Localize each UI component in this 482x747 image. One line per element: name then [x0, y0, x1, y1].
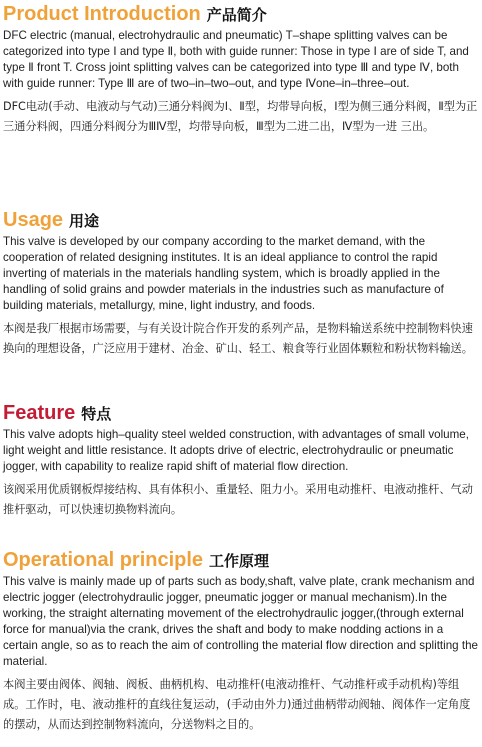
english-paragraph: This valve adopts high–quality steel welded construction, with advantages of small volume, light weight and little resistance. It adopts drive of electric, electrohydraulic or pneumatic jogger, with capability to realize rapid shift of material flow direction. — [3, 428, 469, 473]
chinese-paragraph: DFC电动(手动、电液动与气动)三通分料阀为Ⅰ、Ⅱ型，均带导向板，Ⅰ型为侧三通分料阀，Ⅱ型为正三通分料阀，四通分料阀分为ⅢⅣ型，均带导向板，Ⅲ型为二进二出，Ⅳ型为一进 三出。 — [3, 100, 478, 133]
heading-chinese: 用途 — [69, 212, 100, 230]
english-paragraph: This valve is developed by our company according to the market demand, with the cooperation of related designing institutes. It is an ideal appliance to control the rapid inverting of materials in the materials handling system, which is broadly applied in the handling of solid grains and powder materials in the industries such as manufacture of building materials, metallurgy, mine, light industry, and foods. — [3, 235, 444, 312]
chinese-paragraph: 该阀采用优质钢板焊接结构、具有体积小、重量轻、阻力小。采用电动推杆、电液动推杆、气动推杆驱动，可以快速切换物料流向。 — [3, 483, 473, 516]
english-paragraph: This valve is mainly made up of parts such as body,shaft, valve plate, crank mechanism and electric jogger (electrohydraulic jogger, pneumatic jogger or manual mechanism).In the working, the straight alternating movement of the electrohydraulic jogger,(through external force for manual)via the crank, drives the shaft and body to make nodding actions in a certain angle, so as to reach the aim of controlling the material flow direction and splitting the material. — [3, 575, 478, 668]
heading-chinese: 产品简介 — [206, 6, 267, 24]
section-feature — [3, 401, 479, 520]
section-product-introduction — [3, 2, 479, 137]
section-heading — [3, 208, 479, 232]
heading-chinese: 特点 — [81, 405, 112, 423]
chinese-paragraph: 本阀是我厂根据市场需要，与有关设计院合作开发的系列产品，是物料输送系统中控制物料快速换向的理想设备，广泛应用于建材、冶金、矿山、轻工、粮食等行业固体颗粒和粉状物料输送。 — [3, 322, 473, 355]
chinese-paragraph: 本阀主要由阀体、阀轴、阀板、曲柄机构、电动推杆(电液动推杆、气动推杆或手动机构)等组成。工作时，电、液动推杆的直线往复运动，(手动由外力)通过曲柄带动阀轴、阀体作一定角度的摆动，从而达到控制物料流向，分送物料之目的。 — [3, 678, 471, 731]
heading-chinese: 工作原理 — [209, 552, 270, 570]
english-paragraph: DFC electric (manual, electrohydraulic and pneumatic) T–shape splitting valves can be categorized into type Ⅰ and type Ⅱ, both with guide runner: Those in type Ⅰ are of side T, and type Ⅱ front T. Cross joint splitting valves can be categorized into type Ⅲ and type Ⅳ, both with guide runner: Type Ⅲ are of two–in–two–out, and type Ⅳone–in–three–out. — [3, 29, 469, 90]
section-heading — [3, 2, 479, 26]
heading-english: Feature — [3, 402, 76, 424]
section-usage — [3, 208, 479, 359]
heading-english: Operational principle — [3, 549, 204, 571]
section-heading — [3, 548, 479, 572]
section-heading — [3, 401, 479, 425]
heading-english: Product Introduction — [3, 3, 201, 25]
heading-english: Usage — [3, 209, 64, 231]
section-operational-principle — [3, 548, 479, 735]
